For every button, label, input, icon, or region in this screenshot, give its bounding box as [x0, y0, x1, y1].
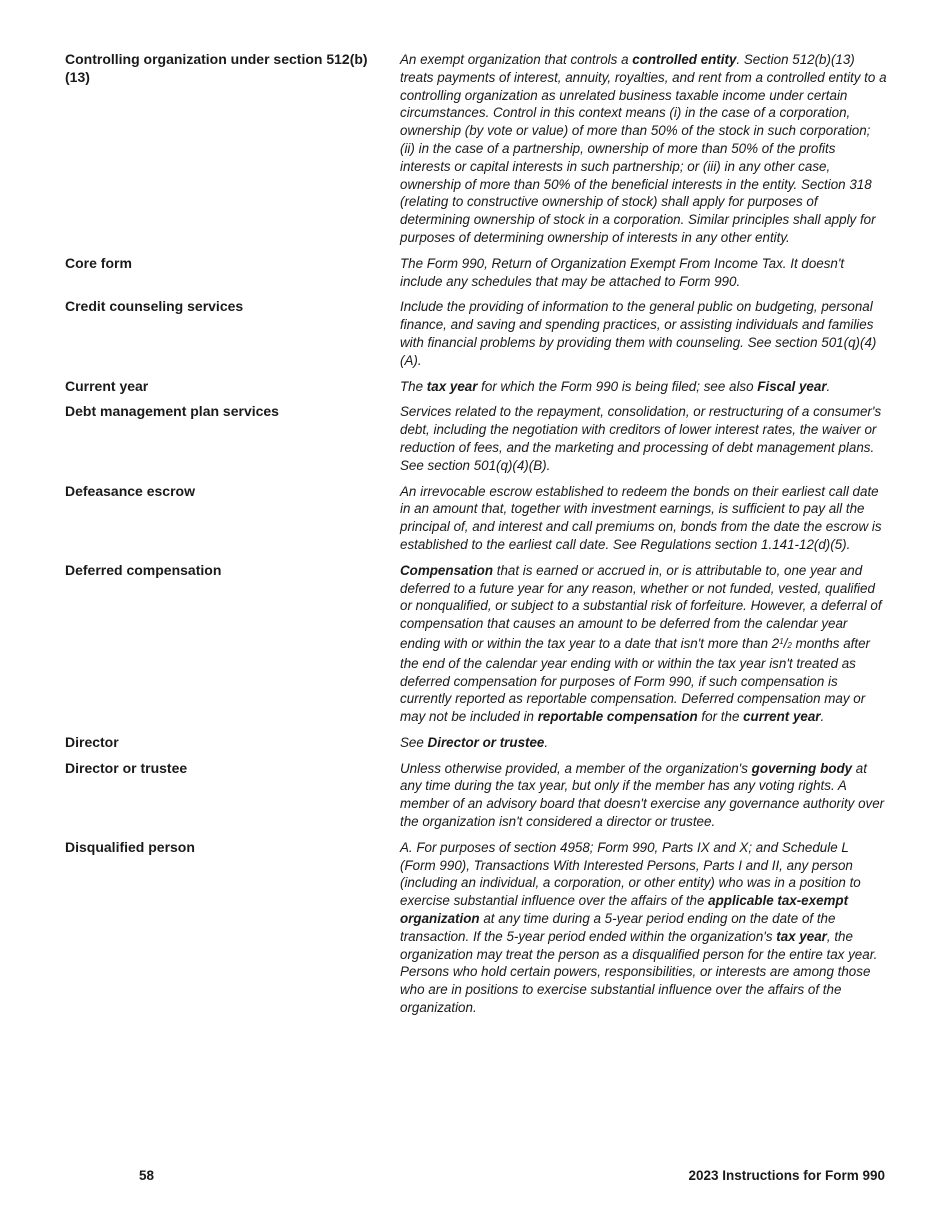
glossary-term: Credit counseling services — [65, 298, 244, 315]
definition-text: for which the Form 990 is being filed; see also — [477, 378, 758, 394]
defined-term-reference: tax year — [776, 928, 827, 944]
glossary-definition — [400, 298, 887, 369]
glossary-definition — [400, 734, 887, 752]
glossary-term: Director — [65, 733, 119, 750]
definition-text: . — [544, 734, 549, 750]
glossary-term: Debt management plan services — [65, 403, 279, 420]
defined-term-reference: Director or trustee — [427, 734, 545, 750]
defined-term-reference: tax year — [426, 378, 478, 394]
glossary-entry — [65, 562, 887, 726]
glossary-definition — [400, 839, 887, 1017]
glossary-entry — [65, 839, 887, 1017]
defined-term-reference: Fiscal year — [757, 378, 827, 394]
definition-text: An exempt organization that controls a — [400, 52, 633, 67]
page-number: 58 — [139, 1168, 155, 1183]
glossary-definition — [400, 760, 887, 831]
document-title: 2023 Instructions for Form 990 — [688, 1168, 885, 1183]
glossary-term: Defeasance escrow — [65, 482, 195, 499]
glossary-entry — [65, 298, 887, 369]
definition-text: at any time during a 5-year period ending on the date of the transaction. If the 5-year period ended within the organization's — [400, 911, 836, 944]
glossary-term: Controlling organization under section 512(b)(13) — [65, 51, 368, 85]
defined-term-reference: Compensation — [400, 562, 493, 578]
glossary-definition — [400, 562, 887, 726]
glossary-term: Director or trustee — [65, 759, 188, 776]
definition-text: / — [783, 635, 788, 651]
defined-term-reference: reportable compensation — [537, 709, 698, 725]
glossary-entry — [65, 403, 887, 474]
glossary-definition — [400, 255, 887, 291]
defined-term-reference: controlled entity — [632, 52, 737, 67]
definition-text: Services related to the repayment, consolidation, or restructuring of a consumer's debt, including the negotiation with creditors of lower interest rates, the waiver or reduction of fees, and the marketing and processing of debt management plans. See section 501(q)(4)(B). — [400, 404, 882, 473]
glossary-entry — [65, 378, 887, 396]
definition-text: Unless otherwise provided, a member of the organization's — [400, 760, 752, 776]
defined-term-reference: current year — [743, 709, 821, 725]
glossary-entry — [65, 734, 887, 752]
definition-text: The Form 990, Return of Organization Exempt From Income Tax. It doesn't include any schedules that may be attached to Form 990. — [400, 255, 845, 289]
definition-text: , the organization may treat the person as a disqualified person for the entire tax year. Persons who hold certain powers, responsibilities, or interests are among those who are in positions to exercise substantial influence over the affairs of the organization. — [400, 928, 878, 1016]
glossary-entry — [65, 483, 887, 554]
definition-text: See — [400, 734, 428, 750]
definition-text: The — [400, 378, 427, 394]
glossary-definition — [400, 51, 887, 247]
definition-text: An irrevocable escrow established to redeem the bonds on their earliest call date in an amount that, together with investment earnings, is sufficient to pay all the principal of, and interest and call premiums on, bonds from the date the escrow is established to the earliest call date. See Regulations section 1.141-12(d)(5). — [400, 483, 882, 552]
glossary-definition — [400, 483, 887, 554]
definition-text: . Section 512(b)(13) treats payments of interest, annuity, royalties, and rent from a controlled entity to a controlling organization as unrelated business taxable income under certain circumstances. Control in this context means (i) in the case of a corporation, ownership (by vote or value) of more than 50% of the stock in such corporation; (ii) in the case of a partnership, ownership of more than 50% of the profits interests or capital interests in such partnership; or (iii) in any other case, ownership of more than 50% of the beneficial interests in the entity. Section 318 (relating to constructive ownership of stock) shall apply for purposes of determining ownership of stock in a corporation. Similar principles shall apply for purposes of determining ownership of interests in any other entity. — [400, 52, 887, 245]
definition-text: Include the providing of information to the general public on budgeting, personal finance, and saving and spending practices, or assisting individuals and families with financial problems by providing them with counseling. See section 501(q)(4)(A). — [400, 299, 877, 368]
glossary-entry — [65, 255, 887, 291]
defined-term-reference: applicable tax-exempt organization — [400, 893, 849, 927]
defined-term-reference: governing body — [751, 760, 853, 776]
definition-text: 1 — [779, 636, 784, 646]
definition-text: . — [826, 378, 831, 394]
glossary-entry — [65, 760, 887, 831]
glossary-term: Deferred compensation — [65, 561, 222, 578]
glossary-entry — [65, 51, 887, 247]
glossary-definition — [400, 403, 887, 474]
glossary-term: Disqualified person — [65, 838, 195, 855]
definition-text: for the — [697, 709, 744, 725]
definition-text: . — [820, 709, 825, 725]
glossary-term: Core form — [65, 254, 132, 271]
definition-text: at any time during the tax year, but only if the member has any voting rights. A member of an advisory board that doesn't exercise any governance authority over the organization isn't considered a director or trustee. — [400, 760, 885, 830]
glossary-list — [65, 51, 887, 1025]
definition-text: A. For purposes of section 4958; Form 990, Parts IX and X; and Schedule L (Form 990), Transactions With Interested Persons, Parts I and II, any person (including an individual, a corporation, or other entity) who was in a position to exercise substantial influence over the affairs of the — [400, 839, 861, 909]
glossary-definition — [400, 378, 887, 396]
definition-text: that is earned or accrued in, or is attributable to, one year and deferred to a future year for any reason, whether or not funded, vested, qualified or nonqualified, or subject to a substantial risk of forfeiture. However, a deferral of compensation that causes an amount to be deferred from the calendar year ending with or within the tax year to a date that isn't more than 2 — [400, 562, 882, 651]
glossary-term: Current year — [65, 377, 149, 394]
definition-text: 2 — [787, 640, 792, 650]
definition-text: months after the end of the calendar year ending with or within the tax year isn't treated as deferred compensation for purposes of Form 990, if such compensation is currently reported as reportable compensation. Deferred compensation may or may not be included in — [400, 635, 870, 725]
